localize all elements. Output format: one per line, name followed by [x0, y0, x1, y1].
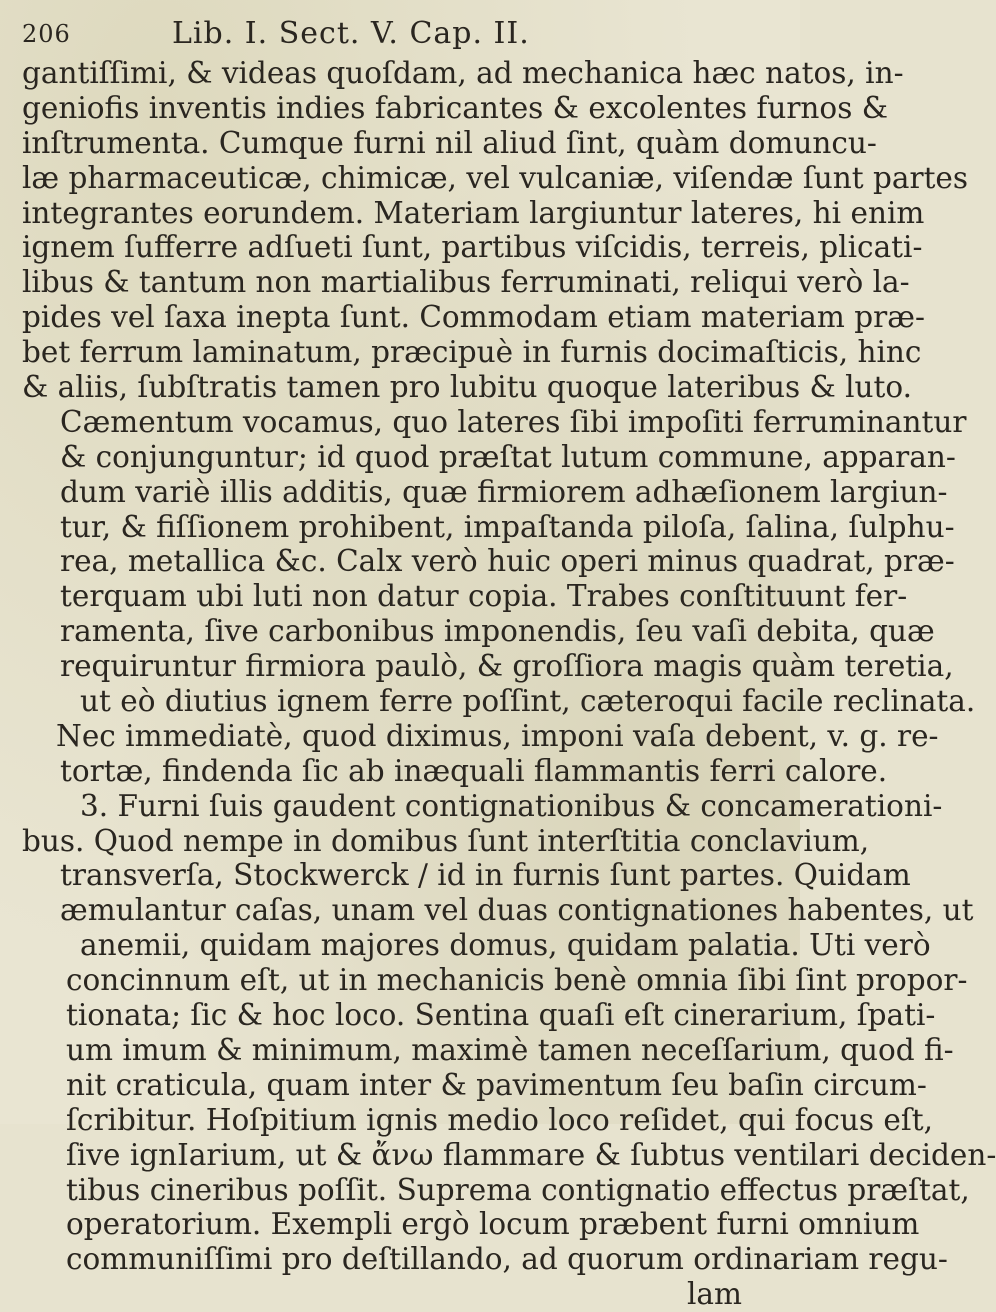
text-line: rea, metallica &c. Calx verò huic operi minus quadrat, præ- — [60, 544, 955, 579]
text-line: integrantes eorundem. Materiam largiuntur lateres, hi enim — [22, 195, 925, 230]
text-line: libus & tantum non martialibus ferruminati, reliqui verò la- — [22, 265, 910, 300]
text-line: ſive ignIarium, ut & ἄνω flammare & ſubtus ventilari deciden- — [66, 1137, 996, 1172]
text-line: pides vel ſaxa inepta ſunt. Commodam etiam materiam præ- — [22, 300, 925, 335]
text-line: geniofis inventis indies fabricantes & excolentes furnos & — [22, 90, 888, 125]
body-text — [22, 56, 996, 1312]
text-line: ramenta, ſive carbonibus imponendis, ſeu vaſi debita, quæ — [60, 614, 935, 649]
text-line: transverſa, Stockwerck / id in furnis ſunt partes. Quidam — [60, 858, 911, 893]
running-title: Lib. I. Sect. V. Cap. II. — [172, 16, 530, 51]
text-line: tibus cineribus poſſit. Suprema contignatio effectus præſtat, — [66, 1172, 970, 1207]
text-line: bus. Quod nempe in domibus ſunt interſtitia conclavium, — [22, 823, 870, 858]
text-line: um imum & minimum, maximè tamen neceſſarium, quod fi- — [66, 1032, 954, 1067]
text-line: terquam ubi luti non datur copia. Trabes conſtituunt fer- — [60, 579, 908, 614]
text-line: concinnum eſt, ut in mechanicis benè omnia ſibi ſint propor- — [66, 963, 968, 998]
text-line: tortæ, findenda ſic ab inæquali flammantis ferri calore. — [60, 753, 888, 788]
text-line: operatorium. Exempli ergò locum præbent furni omnium — [66, 1207, 920, 1242]
catchword: lam — [687, 1277, 742, 1312]
text-line: dum variè illis additis, quæ firmiorem adhæſionem largiun- — [60, 474, 948, 509]
text-line: & conjunguntur; id quod præſtat lutum commune, apparan- — [60, 439, 956, 474]
text-line: ut eò diutius ignem ferre poſſint, cæteroqui facile reclinata. — [80, 684, 976, 719]
section-heading: 3. Furni ſuis gaudent contignationibus & concamerationi- — [80, 788, 943, 823]
text-line: inſtrumenta. Cumque furni nil aliud ſint, quàm domuncu- — [22, 125, 877, 160]
page-header — [22, 16, 722, 54]
text-line: æmulantur caſas, unam vel duas contignationes habentes, ut — [60, 893, 974, 928]
text-line: ſcribitur. Hoſpitium ignis medio loco reſidet, qui focus eſt, — [66, 1102, 934, 1137]
text-line: anemii, quidam majores domus, quidam palatia. Uti verò — [80, 928, 931, 963]
text-line: communiſſimi pro deſtillando, ad quorum ordinariam regu- — [66, 1242, 948, 1277]
text-line: & aliis, ſubſtratis tamen pro lubitu quoque lateribus & luto. — [22, 370, 913, 405]
text-line: læ pharmaceuticæ, chimicæ, vel vulcaniæ, viſendæ ſunt partes — [22, 160, 969, 195]
text-line: tur, & fiſſionem prohibent, impaſtanda piloſa, ſalina, ſulphu- — [60, 509, 955, 544]
text-line: tionata; ſic & hoc loco. Sentina quaſi eſt cinerarium, ſpati- — [66, 998, 936, 1033]
text-line: gantiſſimi, & videas quoſdam, ad mechanica hæc natos, in- — [22, 56, 904, 90]
text-line: Nec immediatè, quod diximus, imponi vaſa debent, v. g. re- — [56, 718, 939, 753]
text-line: nit craticula, quam inter & pavimentum ſeu baſin circum- — [66, 1067, 927, 1102]
text-line: requiruntur firmiora paulò, & groſſiora magis quàm teretia, — [60, 649, 954, 684]
text-line: ignem ſufferre adſueti ſunt, partibus viſcidis, terreis, plicati- — [22, 230, 923, 265]
text-line: bet ferrum laminatum, præcipuè in furnis docimaſticis, hinc — [22, 335, 922, 370]
text-line: Cæmentum vocamus, quo lateres ſibi impoſiti ferruminantur — [60, 404, 967, 439]
page-number: 206 — [22, 20, 71, 48]
